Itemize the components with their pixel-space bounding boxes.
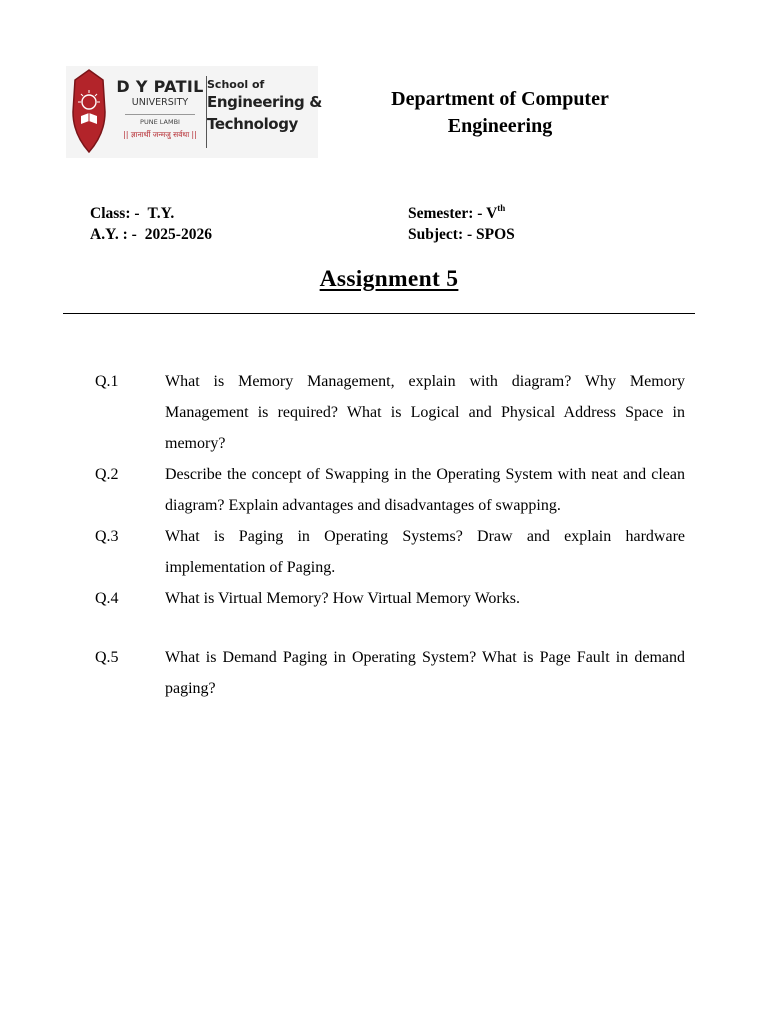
logo-motto: || ज्ञानार्थी जन्मजु सर्वथा ||: [123, 130, 197, 139]
semester-label: Semester: -: [408, 205, 483, 222]
question-number: Q.5: [95, 649, 119, 666]
logo-school-line2: Technology: [207, 115, 298, 133]
assignment-title: Assignment 5: [319, 266, 459, 292]
question-item: [95, 583, 685, 614]
logo-university-label: UNIVERSITY: [131, 97, 189, 108]
question-list: [95, 366, 685, 704]
logo-university-block: [114, 78, 206, 140]
question-number: Q.1: [95, 373, 119, 390]
logo-university-name: D Y PATIL: [116, 77, 204, 96]
academic-year-label: A.Y. : -: [90, 226, 137, 243]
question-number: Q.3: [95, 528, 119, 545]
subject-label: Subject: -: [408, 226, 473, 243]
info-left: [90, 203, 212, 245]
question-text: What is Virtual Memory? How Virtual Memory Works.: [165, 590, 520, 607]
question-text: What is Memory Management, explain with diagram? Why Memory Management is required? What is Logical and Physical Address Space in memory?: [165, 373, 685, 452]
department-line2: Engineering: [447, 115, 553, 137]
logo-school-of: School of: [207, 78, 265, 91]
subject-row: [408, 224, 515, 245]
semester-value: V: [486, 205, 498, 222]
department-heading: [360, 86, 640, 140]
semester-suffix: th: [497, 202, 506, 213]
logo-school-line1: Engineering &: [207, 93, 322, 111]
question-item: [95, 642, 685, 704]
logo-rule: [125, 114, 195, 115]
logo-location: PUNE LAMBI: [140, 118, 180, 126]
question-text: Describe the concept of Swapping in the Operating System with neat and clean diagram? Explain advantages and disadvantages of swapping.: [165, 466, 685, 514]
question-text: What is Paging in Operating Systems? Draw and explain hardware implementation of Paging.: [165, 528, 685, 576]
question-number: Q.4: [95, 590, 119, 607]
academic-year-value: 2025-2026: [144, 226, 212, 243]
university-shield-icon: [71, 68, 107, 154]
academic-year-row: [90, 224, 212, 245]
question-number: Q.2: [95, 466, 119, 483]
class-label: Class: -: [90, 205, 140, 222]
class-row: [90, 203, 212, 224]
subject-value: SPOS: [476, 226, 515, 243]
question-item: [95, 366, 685, 459]
question-text: What is Demand Paging in Operating System? What is Page Fault in demand paging?: [165, 649, 685, 697]
info-right: [408, 203, 515, 245]
question-item: [95, 521, 685, 583]
department-line1: Department of Computer: [391, 88, 609, 110]
class-value: T.Y.: [147, 205, 175, 222]
title-divider: [63, 313, 695, 314]
question-item: [95, 459, 685, 521]
university-logo: [66, 66, 322, 158]
logo-school-block: [207, 78, 322, 135]
semester-row: [408, 203, 515, 224]
